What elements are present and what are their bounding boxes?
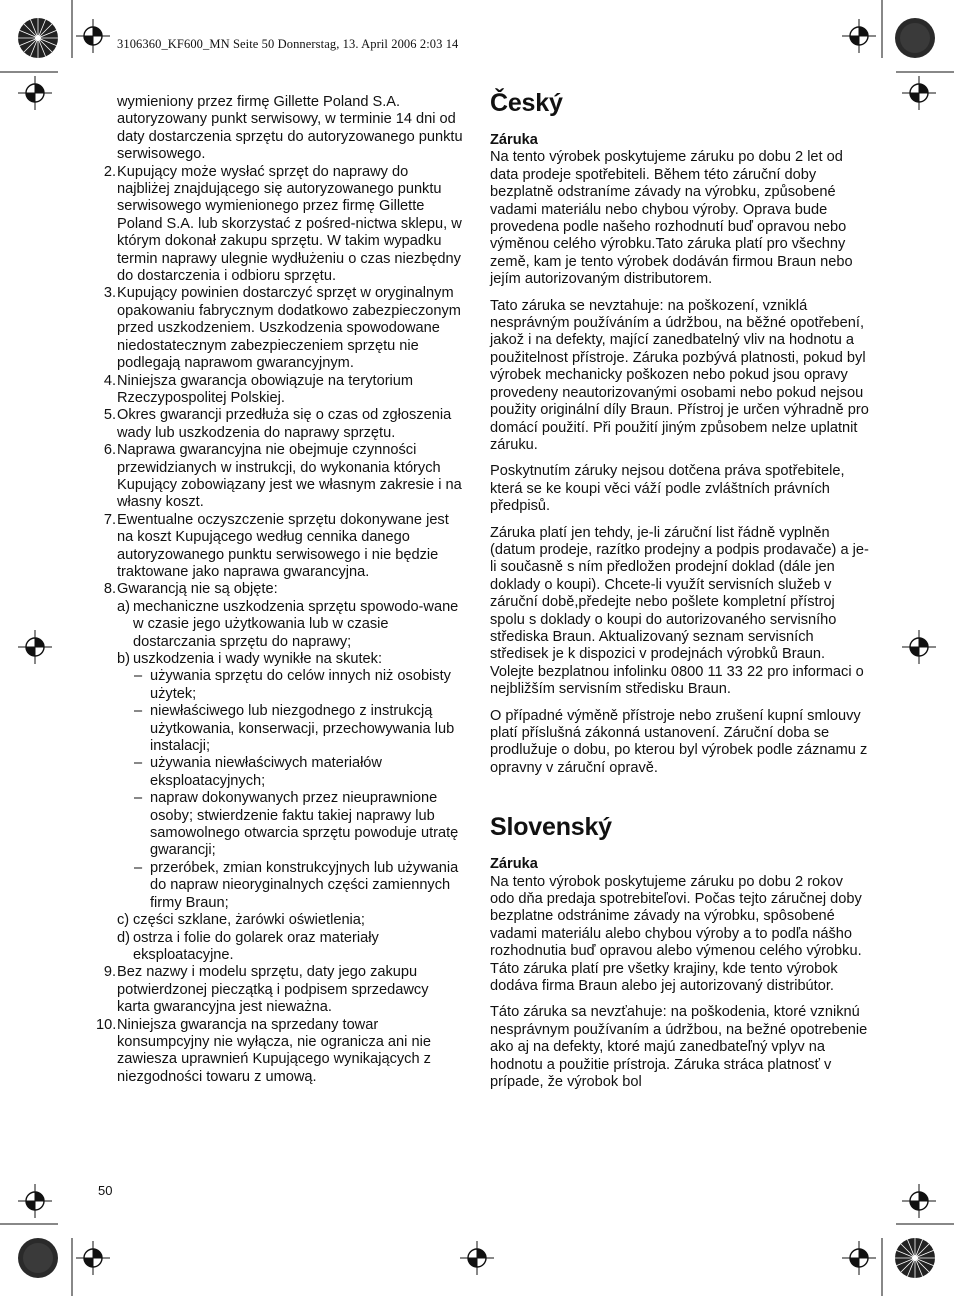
sub-item-c: c) części szklane, żarówki oświetlenia; (117, 912, 365, 929)
lead-text: wymieniony przez firmę Gillette Poland S.A. autoryzowany punkt serwisowy, w terminie 14 dni od daty dostarczenia sprzętu do autoryzowanego punktu serwisowego. (117, 94, 463, 163)
section-subtitle: Záruka (490, 856, 538, 873)
file-info-header: 3106360_KF600_MN Seite 50 Donnerstag, 13. April 2006 2:03 14 (117, 37, 459, 51)
dash-item: – napraw dokonywanych przez nieuprawnione osoby; stwierdzenie faktu takiej naprawy lub samowolnego otwarcia sprzętu powoduje utratę gwarancji; (134, 790, 459, 859)
paragraph: Záruka platí jen tehdy, je-li záruční list řádně vyplněn (datum prodeje, razítko prodejny a podpis prodavače) a je-li současně s ním předložen prodejní doklad (dále jen doklady o koupi). Chcete-li využít servisních služeb v záruční době,předejte nebo pošlete kompletní přístroj spolu s doklady o koupi do autorizovaného servisního střediska Braun. Aktualizovaný seznam servisních středisek je k dispozici v prodejnách výrobků Braun. Volejte bezplatnou infolinku 0800 11 33 22 pro informaci o nejbližším servisním středisku Braun. (490, 524, 869, 698)
section-subtitle: Záruka (490, 132, 538, 148)
dash-item: – używania niewłaściwych materiałów eksploatacyjnych; (134, 755, 382, 789)
list-item: 2. Kupujący może wysłać sprzęt do naprawy do najbliżej znajdującego się autoryzowanego punktu serwisowego wymienionego przez firmę Gillette Poland S.A. lub skorzystać z pośred-nictwa sklepu, w którym dokonał zakupu sprzętu. W takim wypadku termin naprawy ulegnie wydłużeniu o czas niezbędny do dostarczenia i odbioru sprzętu. (103, 163, 462, 285)
dash-item: – niewłaściwego lub niezgodnego z instrukcją użytkowania, konserwacji, przechowywania lub instalacji; (134, 703, 455, 755)
section-title-cesky: Český (490, 89, 563, 117)
sub-item-a: a) mechaniczne uszkodzenia sprzętu spowodo-wane w czasie jego użytkowania lub w czasie dostarczania sprzętu do naprawy; (117, 598, 459, 650)
paragraph: Tato záruka se nevztahuje: na poškození, vzniklá nesprávným používáním a údržbou, na běžné opotřebení, jakož i na defekty, mající zanedbatelný vliv na hodnotu a použitelnost přístroje. Záruka pozbývá platnosti, pokud byl výrobek mechanicky poškozen nebo pokud jsou opravy provedeny neautorizovanými osobami nebo pokud nejsou použity originální díly Braun. Přístroj je určen výhradně pro domácí použití. Při použití jiným způsobem nelze uplatnit záruku. (490, 297, 869, 453)
list-item: 9. Bez nazwy i modelu sprzętu, daty jego zakupu potwierdzonej pieczątką i podpisem sprzedawcy karta gwarancyjna jest nieważna. (103, 964, 429, 1016)
left-column (94, 94, 464, 1086)
list-item: 5. Okres gwarancji przedłuża się o czas od zgłoszenia wady lub uszkodzenia do naprawy sprzętu. (103, 407, 452, 441)
paragraph: Na tento výrobek poskytujeme záruku po dobu 2 let od data prodeje spotřebiteli. Během této záruční doby bezplatně odstraníme závady na výrobku, způsobené vadami materiálu nebo chybou výroby. Oprava bude provedena podle našeho rozhodnutí buď opravou nebo výměnou celého výrobku.Tato záruka platí pro všechny země, kam je tento výrobek dodáván firmou Braun nebo jejím autorizovaným distributorem. (490, 149, 853, 288)
dash-item: – przeróbek, zmian konstrukcyjnych lub używania do napraw nieoryginalnych części zamiennych firmy Braun; (134, 859, 459, 911)
paragraph: Na tento výrobok poskytujeme záruku po dobu 2 rokov odo dňa predaja spotrebiteľovi. Počas tejto záručnej doby bezplatne odstránime závady na výrobku, spôsobené vadami materiálu alebo chybou výroby a to podľa nášho rozhodnutia buď opravou alebo výmenou celého výrobku. Táto záruka platí pre všetky krajiny, kde tento výrobok dodáva firma Braun alebo jej autorizovaný distribútor. (490, 873, 862, 995)
list-item: 10. Niniejsza gwarancja na sprzedany towar konsumpcyjny nie wyłącza, nie ogranicza ani nie zawiesza uprawnień Kupującego wynikających z niezgodności towaru z umową. (96, 1016, 431, 1085)
right-column (490, 88, 870, 1101)
list-item: 7. Ewentualne oczyszczenie sprzętu dokonywane jest na koszt Kupującego według cennika danego autoryzowanego punktu serwisowego i nie będzie traktowane jako naprawa gwarancyjna. (103, 511, 449, 580)
paragraph: Táto záruka sa nevzťahuje: na poškodenia, ktoré vzniknú nesprávnym používaním a údržbou, na bežné opotrebenie ako aj na defekty, ktoré majú zanedbateľný vplyv na hodnotu a použitie prístroja. Záruka stráca platnosť v prípade, že výrobok bol (490, 1004, 868, 1091)
paragraph: O případné výměně přístroje nebo zrušení kupní smlouvy platí příslušná zákonná ustanovení. Záruční doba se prodlužuje o dobu, po kterou byl výrobek podle záznamu z opravny v záruční opravě. (490, 707, 868, 776)
list-item: 3. Kupujący powinien dostarczyć sprzęt w oryginalnym opakowaniu fabrycznym dodatkowo zabezpieczonym przed uszkodzeniem. Uszkodzenia spowodowane niedostatecznym zabezpieczeniem sprzętu nie podlegają naprawom gwarancyjnym. (103, 285, 461, 372)
dash-item: – używania sprzętu do celów innych niż osobisty użytek; (134, 668, 451, 702)
section-title-slovensky: Slovenský (490, 813, 612, 842)
list-item: 6. Naprawa gwarancyjna nie obejmuje czynności przewidzianych w instrukcji, do wykonania których Kupujący zobowiązany jest we własnym zakresie i na własny koszt. (103, 442, 462, 511)
list-item: 8. Gwarancją nie są objęte: a) mechaniczne uszkodzenia sprzętu spowodo-wane w czasie jego użytkowania lub w czasie dostarczania sprzętu do naprawy; b) uszkodzenia i wady wynikłe na skutek: – używania sprzętu do celów innych niż osobisty użytek; – niewłaściwego lub niezgodnego z instrukcją użytkowania, konserwacji, przechowywania lub instalacji; – używania niewłaściwych materiałów eksploatacyjnych; – napraw dokonywanych przez nieuprawnione osoby; stwierdzenie faktu takiej naprawy lub samowolnego otwarcia sprzętu powoduje utratę gwarancji; – przeróbek, zmian konstrukcyjnych lub używania do napraw nieoryginalnych części zamiennych firmy Braun; c) części szklane, żarówki oświetlenia; d) ostrza i folie do golarek oraz materiały eksploatacyjne. (94, 581, 464, 964)
paragraph: Poskytnutím záruky nejsou dotčena práva spotřebitele, která se ke koupi věci váží podle zvláštních právních předpisů. (490, 463, 845, 515)
sub-item-b: b) uszkodzenia i wady wynikłe na skutek: (117, 651, 383, 667)
list-item: 4. Niniejsza gwarancja obowiązuje na terytorium Rzeczypospolitej Polskiej. (103, 372, 414, 406)
sub-item-d: d) ostrza i folie do golarek oraz materiały eksploatacyjne. (117, 929, 379, 963)
page-number: 50 (98, 1183, 113, 1198)
